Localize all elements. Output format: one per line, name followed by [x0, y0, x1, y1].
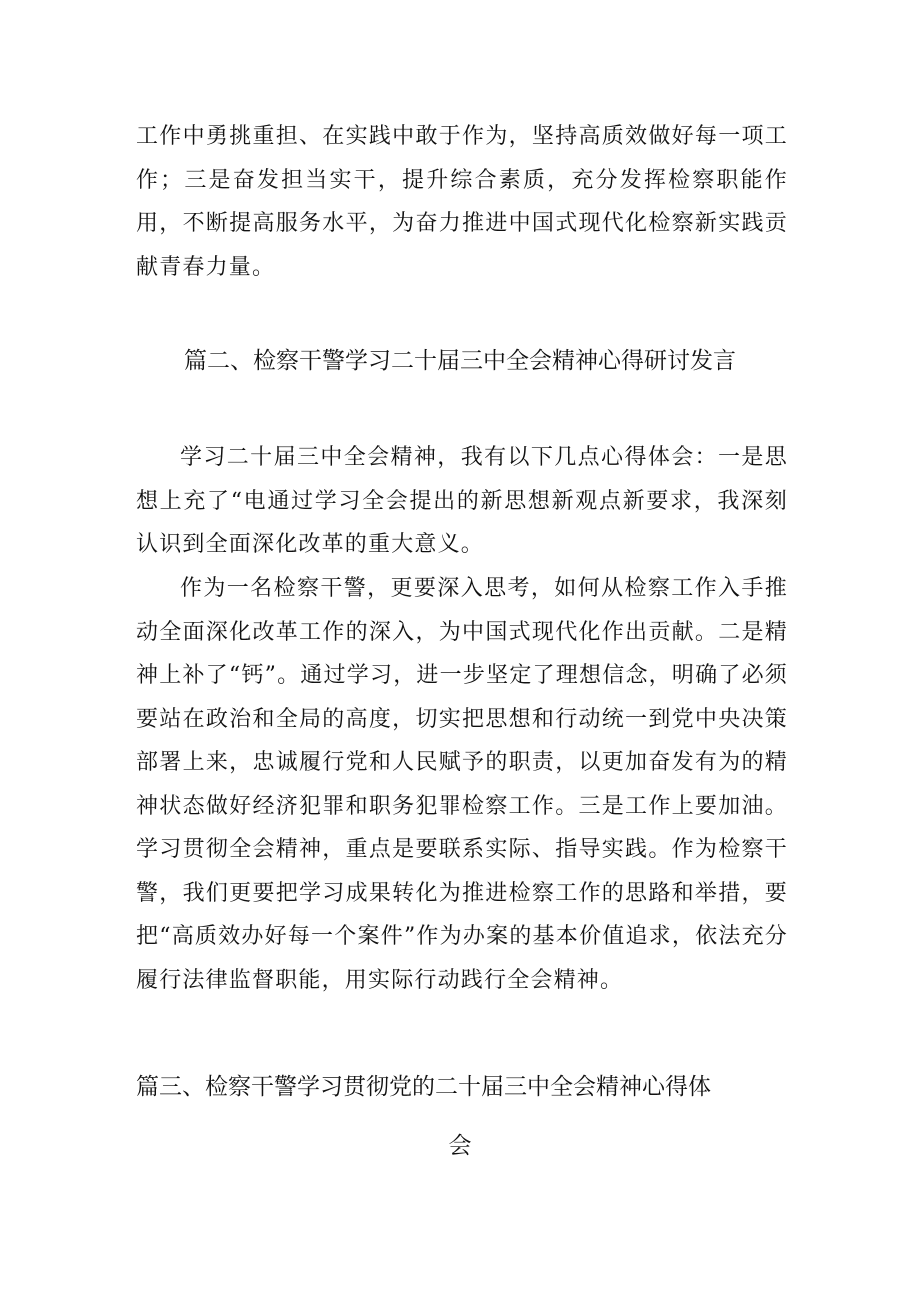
section-2-paragraph-1: 学习二十届三中全会精神，我有以下几点心得体会：一是思想上充了“电通过学习全会提出的新思想新观点新要求，我深刻认识到全面深化改革的重大意义。: [136, 445, 788, 557]
paragraph-continuation: 工作中勇挑重担、在实践中敢于作为，坚持高质效做好每一项工作；三是奋发担当实干，提升综合素质，充分发挥检察职能作用，不断提高服务水平，为奋力推进中国式现代化检察新实践贡献青春力量。: [136, 124, 788, 280]
section-3-heading-line-2: 会: [448, 1133, 472, 1159]
section-3-heading-line-1: 篇三、检察干警学习贯彻党的二十届三中全会精神心得体: [136, 1074, 711, 1100]
section-2-paragraph-2: 作为一名检察干警，更要深入思考，如何从检察工作入手推动全面深化改革工作的深入，为中国式现代化作出贡献。二是精神上补了“钙”。通过学习，进一步坚定了理想信念，明确了必须要站在政治和全局的高度，切实把思想和行动统一到党中央决策部署上来，忠诚履行党和人民赋予的职责，以更加奋发有为的精神状态做好经济犯罪和职务犯罪检察工作。三是工作上要加油。学习贯彻全会精神，重点是要联系实际、指导实践。作为检察干警，我们更要把学习成果转化为推进检察工作的思路和举措，要把“高质效办好每一个案件”作为办案的基本价值追求，依法充分履行法律监督职能，用实际行动践行全会精神。: [136, 576, 788, 993]
section-2-heading: 篇二、检察干警学习二十届三中全会精神心得研讨发言: [184, 348, 736, 374]
